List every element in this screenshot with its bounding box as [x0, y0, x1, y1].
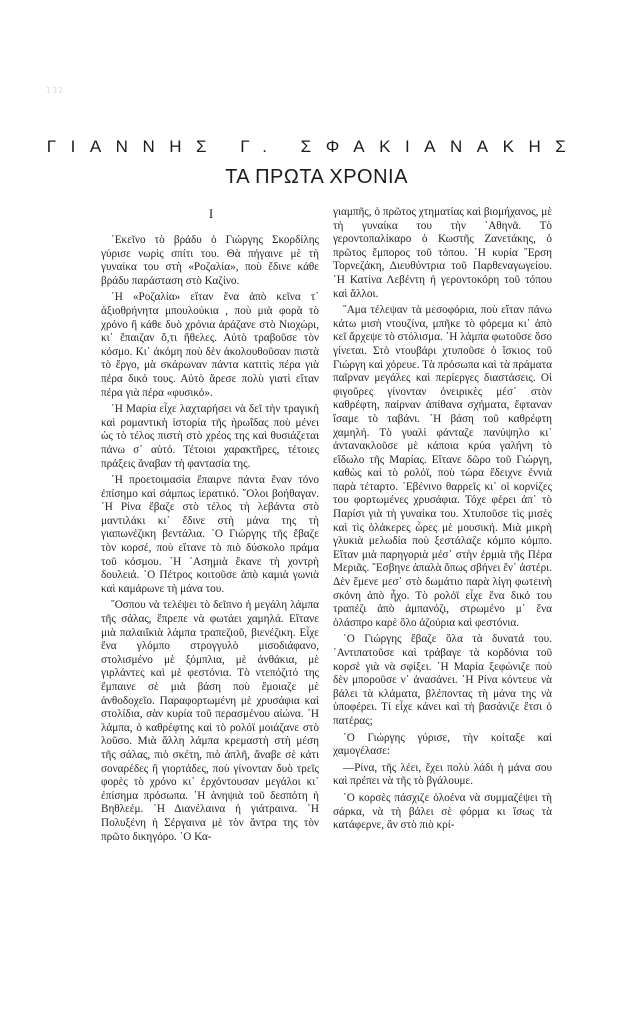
paragraph: ᾽Εκεῖνο τὸ βράδυ ὁ Γιώργης Σκορδίλης γύρισε νωρὶς σπίτι του. Θὰ πήγαινε μὲ τὴ γυναίκα του στὴ «Ροζαλία», ποὺ ἔδινε κάθε βράδυ παράσταση στὸ Καζίνο. — [101, 234, 319, 287]
paragraph: ῞Αμα τέλεψαν τὰ μεσοφόρια, ποὺ εἴταν πάνω κάτω μισὴ ντουζίνα, μπῆκε τὸ φόρεμα κι᾽ ἀπὸ κεῖ ἄρχεψε τὸ στόλισμα. ῾Η λάμπα φωτοῦσε ὅσο γίνεται. Στὸ ντουβάρι χτυποῦσε ὁ ἴσκιος τοῦ Γιώργη καὶ χόρευε. Τὰ πρόσωπα καὶ τὰ πράματα παῖρναν μεγάλες καὶ περίεργες διαστάσεις. Οἱ φιγοῦρες γίνονταν ὀνειρικὲς μέσ᾽ στὸν καθρέφτη, παίρναν ἀπίθανα σχήματα, ἔφταναν ἴσαμε τὸ ταβάνι. ῾Η βάση τοῦ καθρέφτη χαμηλή. Τὸ γυαλὶ φάνταζε πανύψηλο κι᾽ ἀντανακλοῦσε μὲ κάποια κρύα γαλήνη τὸ εἴδωλο τῆς Μαρίας. Εἴτανε δῶρο τοῦ Γιώργη, καθὼς καὶ τὸ ρολόϊ, ποὺ τώρα ἔδειχνε ἐννιὰ παρὰ τέταρτο. ᾽Εβένινο θαρρεῖς κι᾽ οἱ κορνίζες του φορτωμένες χρυσάφια. Τόχε φέρει ἀπ᾽ τὸ Παρίσι γιὰ τὴ γυναίκα του. Χτυποῦσε τὶς μισὲς καὶ τὶς ὁλάκερες ὧρες μὲ μουσική. Μιὰ μικρὴ γλυκιὰ μελωδία ποὺ ξεστάλαζε κόμπο κόμπο. Εἴταν μιὰ παρηγοριὰ μέσ᾽ στὴν ἐρμιὰ τῆς Πέρα Μεριᾶς. ῎Εσβηνε ἁπαλὰ ὅπως σβήνει ἕν᾽ ἀστέρι. Δὲν ἔμενε μεσ᾽ στὸ δωμάτιο παρὰ λίγη φωτεινὴ σκόνη ἀπὸ ἦχο. Τὸ ρολόϊ εἶχε ἕνα δικό του τραπέζι ἀπὸ ἀμπανόζι, στρωμένο μ᾽ ἕνα ὁλάσπρο καρὲ ὅλο ἀζούρια καὶ φεστόνια. — [333, 304, 552, 629]
left-column — [101, 200, 319, 847]
paragraph-continued: γιαμπῆς, ὁ πρῶτος χτηματίας καὶ βιομήχανος, μὲ τὴ γυναίκα του τὴν ᾽Αθηνᾶ. Τὸ γεροντοπαλίκαρο ὁ Κωστῆς Ζανετάκης, ὁ πρῶτος ἔμπορος τοῦ τόπου. ῾Η κυρία ῎Ερση Τορνεζάκη, Διευθύντρια τοῦ Παρθεναγωγείου. ῾Η Κατίνα Λεβέντη ἡ γεροντοκόρη τοῦ τόπου καὶ ἄλλοι. — [333, 206, 552, 300]
paragraph: ῾Ο Γιώργης ἔβαζε ὅλα τὰ δυνατά του. ᾽Αντιπατοῦσε καὶ τράβαγε τὰ κορδόνια τοῦ κορσὲ γιὰ νὰ σφίξει. ῾Η Μαρία ξεφώνιζε ποὺ δὲν μποροῦσε ν᾽ ἀνασάνει. ῾Η Ρίνα κόντευε νὰ βάλει τὰ κλάματα, βλέποντας τὴ μάνα της νὰ ὑποφέρει. Τί εἶχε κάνει καὶ τὴ βασάνιζε ἔτσι ὁ πατέρας; — [333, 633, 552, 727]
paragraph: ῾Ο κορσὲς πάσχιζε ὁλοένα νὰ συμμαζέψει τὴ σάρκα, νὰ τὴ βάλει σὲ φόρμα κι ἴσως τὰ κατάφερνε, ἂν στὸ πιὸ κρί- — [333, 791, 552, 832]
dialogue-paragraph: —Ρίνα, τῆς λέει, ἔχει πολὺ λάδι ἡ μάνα σου καὶ πρέπει νὰ τῆς τὸ βγάλουμε. — [333, 761, 552, 788]
paragraph: ῾Η προετοιμασία ἔπαιρνε πάντα ἕναν τόνο ἐπίσημο καὶ σάμπως ἱερατικό. ῞Ολοι βοήθαγαν. ῾Η Ρίνα ἔβαζε στὸ τέλος τὴ λεβάντα στὸ μαντιλάκι κι᾽ ἔδινε στὴ μάνα της τὴ γιαπωνέζικη βεντάλια. ῾Ο Γιώργης τῆς ἔβαζε τὸν κορσέ, ποὺ εἴτανε τὸ πιὸ δύσκολο πράμα τοῦ κόσμου. ῾Η ᾽Ασημιὰ ἔκανε τὴ χοντρὴ δουλειά. ῾Ο Πέτρος κοιτοῦσε ἀπὸ καμιὰ γωνιὰ καὶ καμάρωνε τὴ μάνα του. — [101, 474, 319, 595]
paragraph: ῾Ο Γιώργης γύρισε, τὴν κοίταξε καὶ χαμογέλασε: — [333, 731, 552, 758]
paragraph: ῞Οσπου νὰ τελέψει τὸ δεῖπνο ἡ μεγάλη λάμπα τῆς σάλας, ἔπρεπε νὰ φωτάει χαμηλά. Εἴτανε μιὰ παλαιΐκιὰ λάμπα τραπεζιοῦ, βιενέζικη. Εἶχε ἕνα γλόμπο στρογγυλὸ μισοδιάφανο, στολισμένο μὲ ξόμπλια, μὲ ἀνθάκια, μὲ γιρλάντες καὶ μὲ φεστόνια. Τὸ ντεπόζιτό της ἔμπαινε σὲ μιὰ βάση ποὺ ἔμοιαζε μὲ ἀνθοδοχεῖο. Παραφορτωμένη μὲ χρυσάφια καὶ στολίδια, σὰν κυρία τοῦ περασμένου αἰώνα. ῾Η λάμπα, ὁ καθρέφτης καὶ τὸ ρολόϊ μοιάζανε στὸ λοῦσο. Μιὰ ἄλλη λάμπα κρεμαστὴ στὴ μέση τῆς σάλας, πιὸ σκέτη, πιὸ ἁπλῆ, ἄναβε σὲ κάτι σοναρέδες ἢ γιορτάδες, ποὺ γίνονταν δυὸ τρεῖς φορὲς τὸ χρόνο κι᾽ ἐρχόντουσαν μεγάλοι κι᾽ ἐπίσημα πρόσωπα. ῾Η ἀνηψιὰ τοῦ δεσπότη ἡ Βηθλεέμ. ῾Η Διανέλαινα ἡ γιάτραινα. ῾Η Πολυξένη ἡ Σέργαινα μὲ τὸν ἄντρα της τὸν πρῶτο δικηγόρο. ῾Ο Κα- — [101, 599, 319, 843]
paragraph: ῾Η «Ροζαλία» εἴταν ἕνα ἀπὸ κεῖνα τ᾽ ἀξιοθρήνητα μπουλούκια , ποὺ μιὰ φορὰ τὸ χρόνο ἢ κάθε δυὸ χρόνια ἀράζανε στὸ Νιοχώρι, κι᾽ ἔπαιζαν ὅ,τι ἤθελες. Αὐτὸ τραβοῦσε τὸν κόσμο. Κι᾽ ἀκόμη ποὺ δὲν ἀκολουθοῦσαν πιστὰ τὸ ἔργο, μὰ σκάρωναν πάντα κατιτὶς πέρα γιὰ πέρα δικό τους. Αὐτὸ ἄρεσε πολὺ γιατὶ εἴταν πέρα γιὰ πέρα «φυσικό». — [101, 291, 319, 399]
chapter-number: Ι — [208, 206, 214, 221]
right-column — [333, 206, 552, 836]
story-title: ΤΑ ΠΡΩΤΑ ΧΡΟΝΙΑ — [225, 166, 408, 188]
faint-page-mark: 132 — [46, 86, 65, 95]
paragraph: ῾Η Μαρία εἶχε λαχταρήσει νὰ δεῖ τὴν τραγικὴ καὶ ρομαντικὴ ἱστορία τῆς ἡρωΐδας ποὺ μένει ὡς τὸ τέλος πιστὴ στὸ χρέος της καὶ θυσιάζεται πάνω σ᾽ αὐτό. Τέτοιοι χαρακτῆρες, τέτοιες πράξεις ἄναβαν τὴ φαντασία της. — [101, 403, 319, 470]
author-name: ΓΙΑΝΝΗΣ Γ. ΣΦΑΚΙΑΝΑΚΗΣ — [46, 137, 581, 156]
